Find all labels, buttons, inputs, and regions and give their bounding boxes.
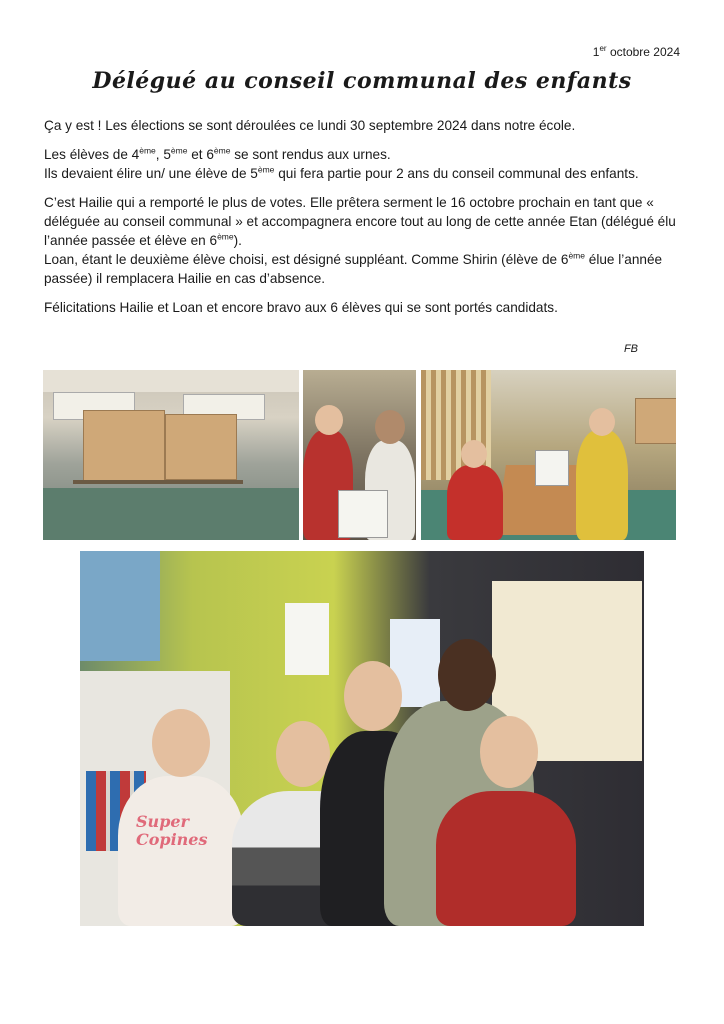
article-body (44, 116, 684, 327)
signature: FB (623, 343, 638, 355)
photo-group-portrait (80, 551, 644, 926)
photo-voting-booths (43, 370, 299, 540)
shirt-text: Super Copines (136, 812, 208, 849)
page-title: Délégué au conseil communal des enfants (92, 68, 632, 94)
paragraph-voters: Les élèves de 4ème, 5ème et 6ème se sont rendus aux urnes. Ils devaient élire un/ une élève de 5ème qui fera partie pour 2 ans du conseil communal des enfants. (44, 145, 639, 181)
photo-students-voting (421, 370, 676, 540)
paragraph-results: C’est Hailie qui a remporté le plus de votes. Elle prêtera serment le 16 octobre prochain en tant que « déléguée au conseil communal » et accompagnera encore tout au long de cette année Etan (délégué élu l’année passée et élève en 6ème). Loan, étant le deuxième élève choisi, est désigné suppléant. Comme Shirin (élève de 6ème élue l’année passée) il remplacera Hailie en cas d’absence. (44, 195, 676, 286)
paragraph-congrats: Félicitations Hailie et Loan et encore bravo aux 6 élèves qui se sont portés candidats. (44, 300, 558, 315)
date: 1er octobre 2024 (592, 44, 680, 59)
paragraph-intro: Ça y est ! Les élections se sont déroulées ce lundi 30 septembre 2024 dans notre école. (44, 118, 576, 133)
photo-ballot-box (303, 370, 416, 540)
